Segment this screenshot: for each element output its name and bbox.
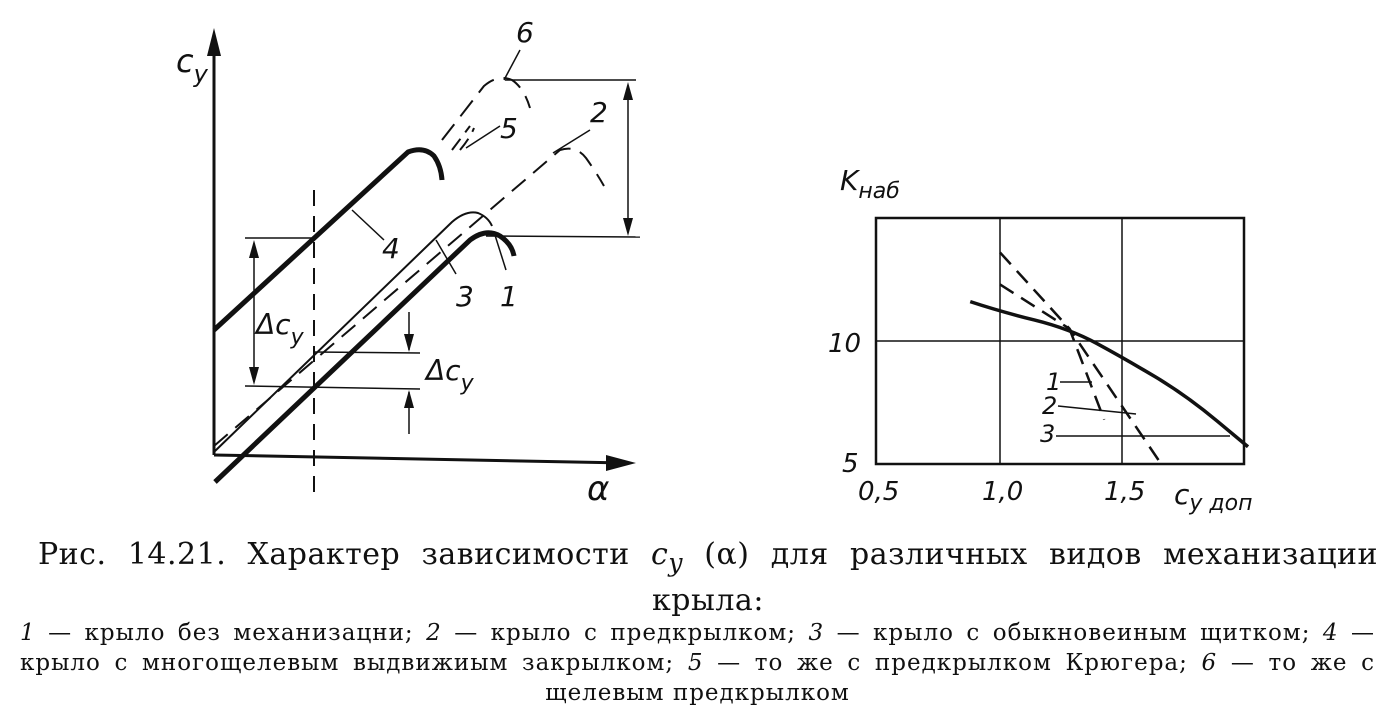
- legend-num-3: 3: [808, 620, 825, 646]
- delta-arrowhead-left-down: [249, 367, 259, 385]
- figure-caption: [38, 536, 1378, 620]
- delta-arrowhead-right-bottom: [404, 390, 414, 408]
- x-tick-0-5: 0,5: [858, 477, 900, 507]
- y-axis-arrow: [207, 28, 221, 56]
- curve-1: [215, 233, 514, 482]
- x-axis-arrow: [606, 455, 636, 471]
- leader-6: [504, 50, 520, 80]
- right-plot: [876, 218, 1244, 464]
- ref-line-cy3: [314, 352, 420, 353]
- caption-suffix: (α) для различных видов механизации крыла:: [652, 537, 1378, 618]
- leader-2: [553, 130, 590, 153]
- right-delta-label: $\Delta c_y$: [426, 354, 474, 396]
- legend-num-4: 4: [1322, 620, 1339, 646]
- left-x-axis-label: α: [587, 469, 610, 509]
- legend-text-1: — крыло без механизацни;: [35, 620, 427, 646]
- figure-legend: [20, 618, 1375, 708]
- x-tick-1-0: 1,0: [982, 477, 1024, 507]
- right-series-2: [1000, 284, 1161, 464]
- curve-label-3: 3: [456, 280, 474, 313]
- delta-arrowhead-max-down: [623, 218, 633, 236]
- ref-line-max1: [486, 236, 640, 237]
- leader-4: [352, 210, 384, 240]
- legend-text-3: — крыло с обыкновеиным щитком;: [824, 620, 1323, 646]
- x-tick-1-5: 1,5: [1104, 477, 1146, 507]
- delta-arrowhead-max-up: [623, 82, 633, 100]
- legend-num-6: 6: [1201, 650, 1218, 676]
- left-delta-label: $\Delta c_y$: [256, 308, 304, 350]
- left-y-axis-label: $c_y$: [176, 42, 208, 88]
- delta-arrowhead-right-top: [404, 334, 414, 352]
- curve-label-5: 5: [500, 112, 518, 145]
- curve-label-4: 4: [382, 232, 400, 265]
- curve-5: [452, 126, 474, 150]
- legend-text-4: — крыло с многощелевым выдвижиым закрылком;: [20, 620, 1376, 676]
- caption-math: c: [651, 537, 669, 572]
- right-curves: [970, 252, 1248, 464]
- right-y-axis-label: $K_{наб}$: [840, 164, 900, 204]
- caption-prefix: Рис. 14.21. Характер зависимости: [38, 537, 652, 572]
- y-tick-5: 5: [842, 449, 859, 479]
- left-plot: [207, 28, 640, 500]
- x-axis: [214, 455, 626, 463]
- caption-math-sub: y: [668, 548, 683, 577]
- right-curve-label-1: 1: [1046, 368, 1062, 396]
- curve-label-6: 6: [516, 16, 534, 49]
- legend-text-6: — то же с щелевым предкрылком: [545, 650, 1375, 706]
- curve-4: [214, 150, 442, 330]
- curve-label-1: 1: [500, 280, 518, 313]
- right-series-3: [970, 302, 1248, 447]
- legend-text-5: — то же с предкрылком Крюгера;: [703, 650, 1202, 676]
- right-curve-label-3: 3: [1040, 420, 1056, 448]
- y-tick-10: 10: [828, 329, 862, 359]
- legend-num-2: 2: [426, 620, 442, 646]
- delta-arrowhead-left-up: [249, 240, 259, 258]
- legend-num-1: 1: [20, 620, 36, 646]
- legend-text-2: — крыло с предкрылком;: [441, 620, 809, 646]
- curve-label-2: 2: [590, 96, 608, 129]
- leader-5: [466, 126, 500, 148]
- ref-line-cy1: [245, 386, 420, 389]
- right-x-axis-label: $c_{y доп}$: [1174, 478, 1253, 516]
- right-curve-label-2: 2: [1042, 392, 1058, 420]
- legend-num-5: 5: [687, 650, 704, 676]
